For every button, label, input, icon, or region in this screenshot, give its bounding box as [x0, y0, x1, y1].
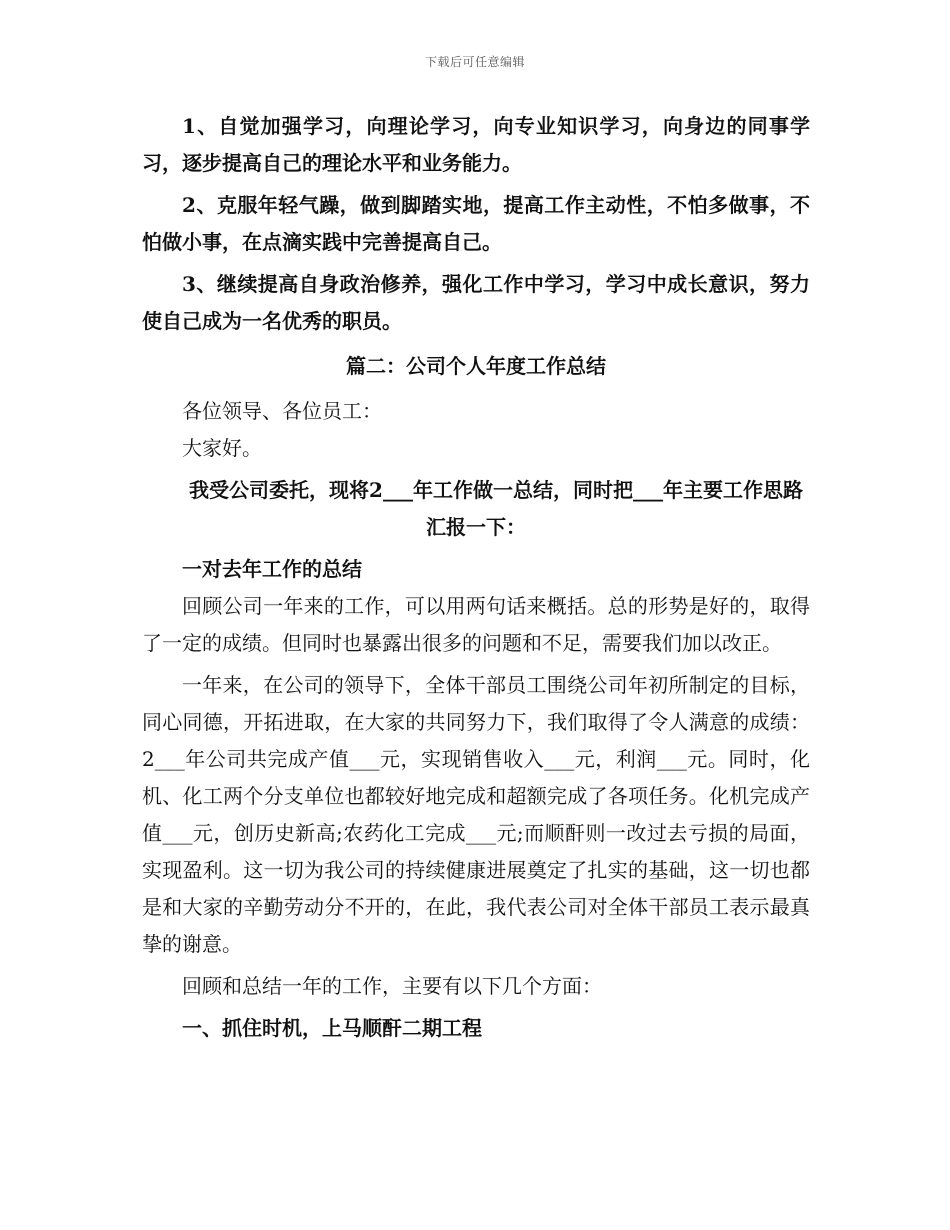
section-title: 篇二：公司个人年度工作总结 — [346, 354, 606, 378]
document-body — [142, 108, 810, 1047]
header-note: 下载后可任意编辑 — [424, 55, 525, 69]
list-item-1: 1、自觉加强学习，向理论学习，向专业知识学习，向身边的同事学习，逐步提高自己的理论水平和业务能力。 — [142, 114, 810, 175]
subheading: 一、抓住时机，上马顺酐二期工程 — [182, 1016, 482, 1040]
body-paragraph-2: 一年来，在公司的领导下，全体干部员工围绕公司年初所制定的目标，同心同德，开拓进取，在大家的共同努力下，我们取得了令人满意的成绩：2___年公司共完成产值___元，实现销售收入___元，利润___元。同时，化机、化工两个分支单位也都较好地完成和超额完成了各项任务。化机完成产值___元，创历史新高;农药化工完成___元;而顺酐则一改过去亏损的局面，实现盈利。这一切为我公司的持续健康进展奠定了扎实的基础，这一切也都是和大家的辛勤劳动分不开的，在此，我代表公司对全体干部员工表示最真挚的谢意。 — [142, 673, 810, 956]
list-item-3: 3、继续提高自身政治修养，强化工作中学习，学习中成长意识，努力使自己成为一名优秀的职员。 — [142, 272, 810, 333]
salutation: 各位领导、各位员工： — [182, 399, 382, 423]
intro-paragraph: 我受公司委托，现将2___年工作做一总结，同时把___年主要工作思路汇报一下： — [189, 478, 803, 539]
body-paragraph-3: 回顾和总结一年的工作，主要有以下几个方面： — [182, 974, 602, 998]
body-paragraph-1: 回顾公司一年来的工作，可以用两句话来概括。总的形势是好的，取得了一定的成绩。但同时也暴露出很多的问题和不足，需要我们加以改正。 — [142, 594, 810, 655]
greeting-line: 大家好。 — [182, 436, 262, 460]
part-one-title: 一对去年工作的总结 — [182, 557, 362, 581]
list-item-2: 2、克服年轻气躁，做到脚踏实地，提高工作主动性，不怕多做事，不怕做小事，在点滴实践中完善提高自己。 — [142, 193, 810, 254]
